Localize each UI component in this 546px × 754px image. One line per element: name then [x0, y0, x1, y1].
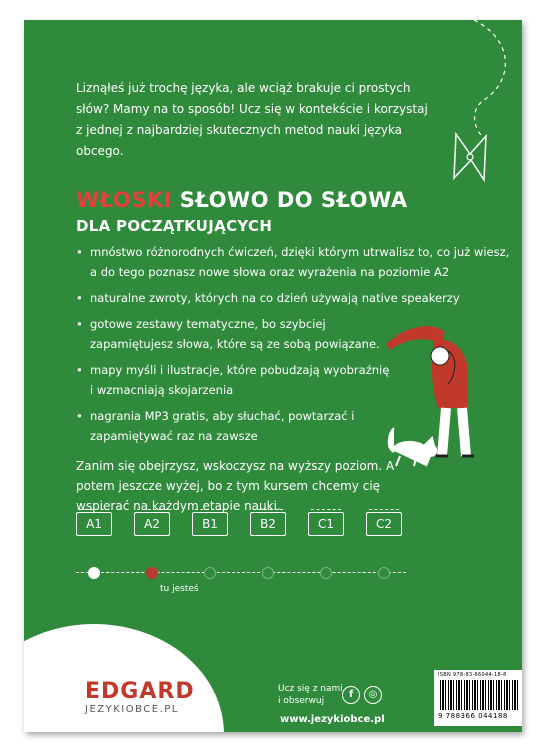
book-subtitle: DLA POCZĄTKUJĄCYCH	[76, 217, 273, 235]
timeline-dot-a2-current	[146, 567, 158, 579]
level-timeline	[76, 567, 406, 579]
list-item-text: mnóstwo różnorodnych ćwiczeń, dzięki którym utrwalisz to, co już wiesz, a do tego poznasz nowe słowa oraz wyrażenia na poziomie A2	[90, 245, 510, 279]
bullet-dot: •	[76, 409, 83, 423]
book-title	[76, 188, 408, 212]
barcode-bars	[440, 680, 518, 710]
book-back-cover	[24, 20, 522, 732]
list-item	[76, 288, 516, 308]
list-item	[76, 314, 390, 354]
list-item-text: naturalne zwroty, których na co dzień używają native speakerzy	[90, 291, 460, 305]
list-item-text: nagrania MP3 gratis, aby słuchać, powtarzać i zapamiętywać raz na zawsze	[90, 409, 355, 443]
list-item-text: gotowe zestawy tematyczne, bo szybciej zapamiętujesz słowa, które są ze sobą powiązane.	[90, 317, 380, 351]
level-badge-b1: B1	[192, 512, 228, 536]
level-badges	[76, 512, 416, 556]
timeline-dot-a1	[88, 567, 100, 579]
facebook-icon[interactable]: f	[342, 686, 360, 704]
instagram-icon[interactable]: ◎	[364, 686, 382, 704]
publisher-logo: EDGARD	[85, 679, 195, 704]
list-item	[76, 242, 510, 282]
timeline-dot-c2	[378, 567, 390, 579]
barcode	[434, 670, 522, 726]
timeline-dot-b1	[204, 567, 216, 579]
level-badge-c1: C1	[308, 512, 344, 536]
feature-list	[76, 242, 516, 452]
level-badge-c2: C2	[366, 512, 402, 536]
website-link[interactable]: www.jezykiobce.pl	[280, 714, 385, 725]
follow-text: Ucz się z nami i obserwuj	[278, 684, 343, 706]
bullet-dot: •	[76, 363, 83, 377]
list-item	[76, 406, 390, 446]
intro-text: Liznąłeś już trochę języka, ale wciąż brakuje ci prostych słów? Mamy na to sposób! Ucz się w kontekście i korzystaj z jednej z najbardziej skutecznych metod nauki języka obcego.	[76, 81, 428, 158]
level-badge-a2: A2	[134, 512, 170, 536]
dashed-path-decoration	[464, 20, 522, 140]
timeline-line	[76, 572, 406, 573]
isbn-text: ISBN 978-83-66044-18-8	[438, 672, 507, 678]
title-main: SŁOWO DO SŁOWA	[179, 188, 408, 212]
publisher-site-short: JEZYKIOBCE.PL	[85, 704, 179, 715]
bullet-dot: •	[76, 291, 83, 305]
current-level-label: tu jesteś	[160, 584, 199, 594]
bullet-dot: •	[76, 317, 83, 331]
timeline-dot-c1	[320, 567, 332, 579]
bullet-dot: •	[76, 245, 83, 259]
timeline-dot-b2	[262, 567, 274, 579]
barcode-number: 9 788366 044188	[438, 712, 508, 720]
level-badge-b2: B2	[250, 512, 286, 536]
level-badge-a1: A1	[76, 512, 112, 536]
list-item	[76, 360, 390, 400]
title-language: WŁOSKI	[76, 188, 172, 212]
list-item-text: mapy myśli i ilustracje, które pobudzają wyobraźnię i wzmacniają skojarzenia	[90, 363, 390, 397]
footer-white-curve	[24, 624, 224, 732]
outro-text: Zanim się obejrzysz, wskoczysz na wyższy poziom. A potem jeszcze wyżej, bo z tym kursem chcemy cię wspierać na każdym etapie nauki.	[76, 459, 395, 513]
